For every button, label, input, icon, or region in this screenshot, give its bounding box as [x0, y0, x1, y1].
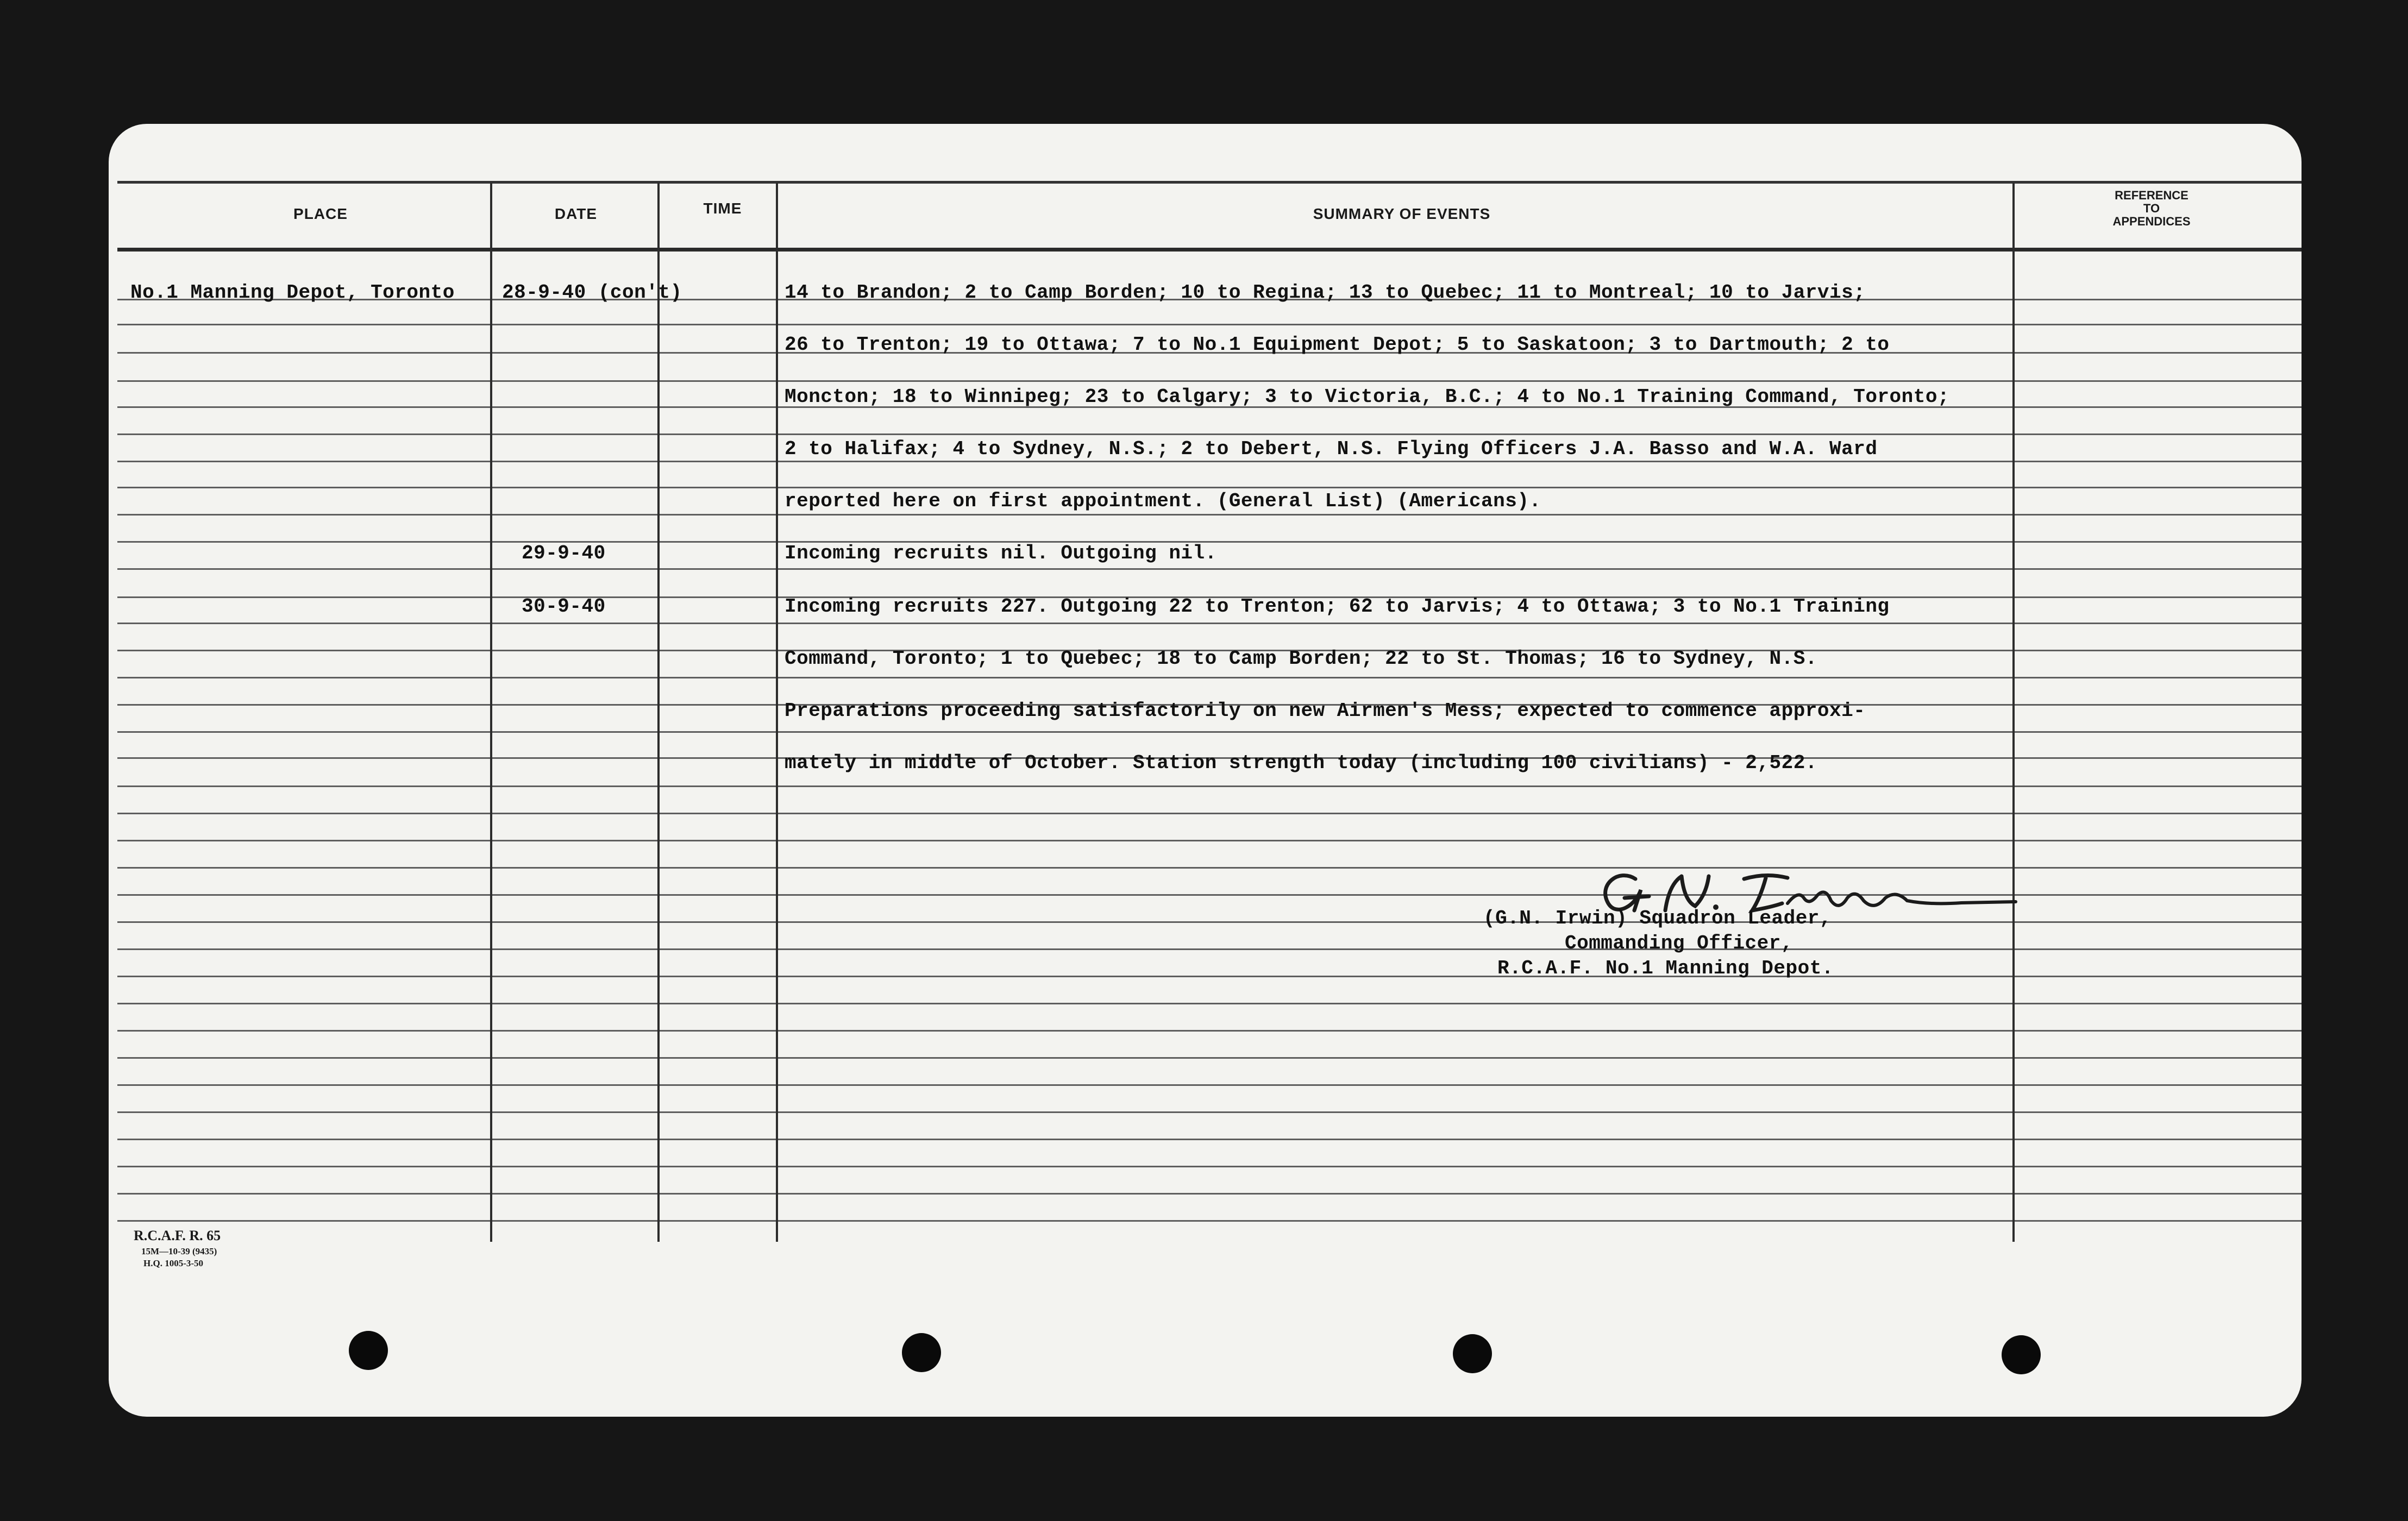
- row-rule: [117, 948, 2302, 950]
- entry-date: 28-9-40 (con't): [502, 281, 682, 304]
- signature-title: Commanding Officer,: [1565, 932, 1793, 954]
- header-reference-line: REFERENCE: [2115, 188, 2188, 202]
- row-rule: [117, 433, 2302, 435]
- row-rule: [117, 1111, 2302, 1113]
- row-rule: [117, 380, 2302, 382]
- row-rule: [117, 461, 2302, 462]
- column-rule-time-summary: [776, 183, 778, 1242]
- form-print-line: 15M—10-39 (9435): [141, 1246, 217, 1256]
- event-line: Preparations proceeding satisfactorily on new Airmen's Mess; expected to commence approxi-: [785, 700, 1866, 722]
- row-rule: [117, 1057, 2302, 1059]
- event-line: mately in middle of October. Station strength today (including 100 civilians) - 2,522.: [785, 752, 1817, 774]
- row-rule: [117, 324, 2302, 325]
- event-line: Command, Toronto; 1 to Quebec; 18 to Camp Borden; 22 to St. Thomas; 16 to Sydney, N.S.: [785, 648, 1817, 670]
- row-rule: [117, 813, 2302, 814]
- header-reference-line: APPENDICES: [2112, 215, 2191, 228]
- row-rule: [117, 840, 2302, 841]
- signature-name: (G.N. Irwin) Squadron Leader,: [1483, 907, 1832, 929]
- column-rule-place-date: [490, 183, 492, 1242]
- row-rule: [117, 976, 2302, 977]
- event-line: Incoming recruits nil. Outgoing nil.: [785, 542, 1217, 564]
- row-rule: [117, 568, 2302, 570]
- row-rule: [117, 1003, 2302, 1004]
- header-reference-line: TO: [2143, 202, 2160, 215]
- header-time: TIME: [703, 200, 742, 217]
- entry-date: 30-9-40: [522, 595, 606, 618]
- diary-form-card: [109, 124, 2302, 1417]
- row-rule: [117, 514, 2302, 516]
- punch-hole: [349, 1331, 388, 1370]
- event-line: Incoming recruits 227. Outgoing 22 to Trenton; 62 to Jarvis; 4 to Ottawa; 3 to No.1 Training: [785, 595, 1890, 618]
- row-rule: [117, 623, 2302, 624]
- row-rule: [117, 1220, 2302, 1222]
- row-rule: [117, 731, 2302, 733]
- event-line: Moncton; 18 to Winnipeg; 23 to Calgary; 3 to Victoria, B.C.; 4 to No.1 Training Command, Toronto;: [785, 386, 1950, 408]
- row-rule: [117, 1084, 2302, 1086]
- signature-unit: R.C.A.F. No.1 Manning Depot.: [1497, 957, 1834, 979]
- header-summary: SUMMARY OF EVENTS: [1313, 205, 1491, 222]
- form-code: R.C.A.F. R. 65: [134, 1228, 221, 1243]
- row-rule: [117, 785, 2302, 787]
- header-reference: [2032, 189, 2271, 228]
- top-border-rule: [117, 181, 2302, 184]
- column-rule-summary-reference: [2012, 183, 2015, 1242]
- punch-hole: [1453, 1334, 1492, 1373]
- event-line: 2 to Halifax; 4 to Sydney, N.S.; 2 to Debert, N.S. Flying Officers J.A. Basso and W.A. Ward: [785, 438, 1878, 460]
- header-date: DATE: [554, 205, 598, 222]
- header-place: PLACE: [293, 205, 348, 222]
- event-line: 26 to Trenton; 19 to Ottawa; 7 to No.1 Equipment Depot; 5 to Saskatoon; 3 to Dartmouth; 2 to: [785, 334, 1890, 356]
- row-rule: [117, 487, 2302, 488]
- event-line: 14 to Brandon; 2 to Camp Borden; 10 to Regina; 13 to Quebec; 11 to Montreal; 10 to Jarvis;: [785, 281, 1866, 304]
- event-line: reported here on first appointment. (General List) (Americans).: [785, 490, 1541, 512]
- row-rule: [117, 1166, 2302, 1167]
- header-rule: [117, 248, 2302, 252]
- punch-hole: [902, 1333, 941, 1372]
- entry-place: No.1 Manning Depot, Toronto: [130, 281, 455, 304]
- row-rule: [117, 1139, 2302, 1140]
- row-rule: [117, 1193, 2302, 1195]
- row-rule: [117, 677, 2302, 678]
- column-rule-date-time: [657, 183, 660, 1242]
- form-print-line: H.Q. 1005-3-50: [143, 1258, 204, 1268]
- entry-date: 29-9-40: [522, 542, 606, 564]
- row-rule: [117, 1030, 2302, 1032]
- punch-hole: [2002, 1335, 2041, 1374]
